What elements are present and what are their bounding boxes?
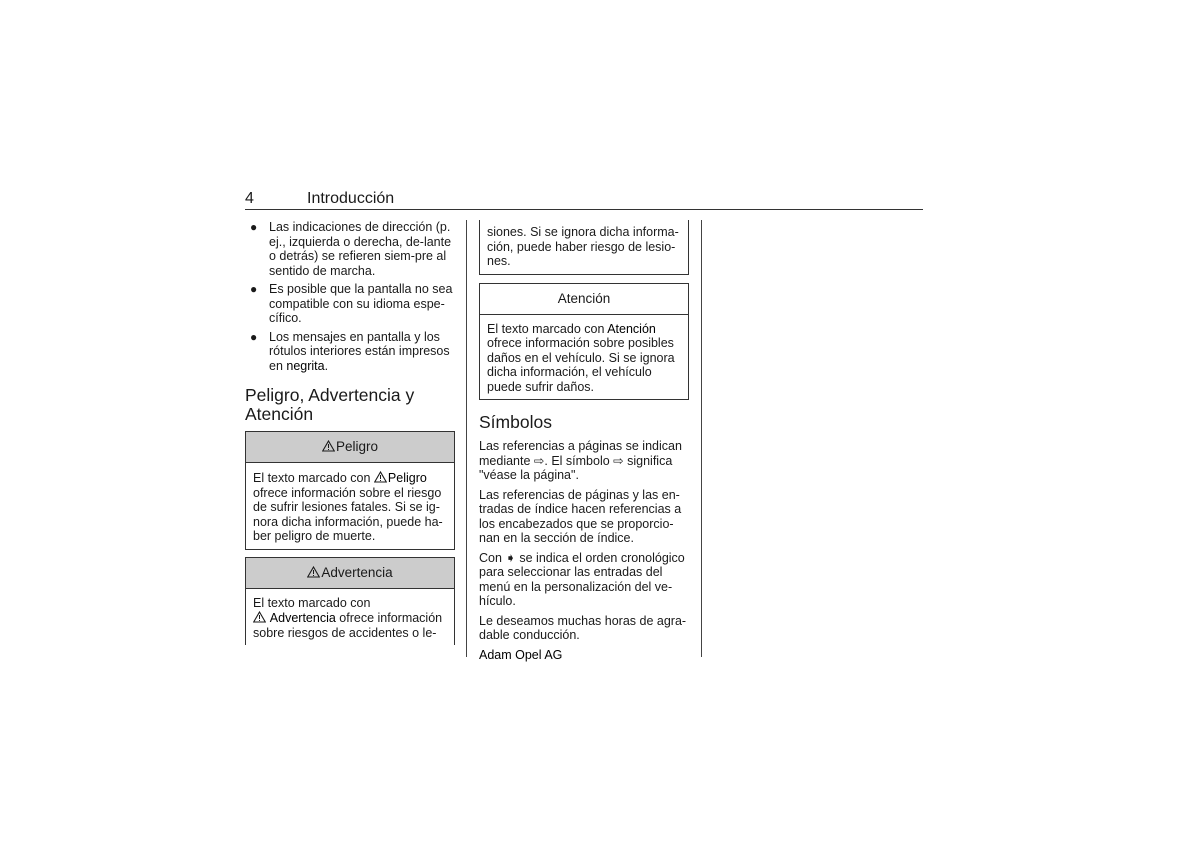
section-heading: Peligro, Advertencia y Atención — [245, 385, 415, 424]
bold-term: Peligro — [387, 471, 427, 485]
left-column — [245, 220, 456, 652]
paragraph: Las referencias de páginas y las en-tradas de índice hacen referencias a los encabezados que se proporcio-nan en la sección de índice. — [479, 487, 682, 545]
box-text: ofrece información sobre el riesgo de sufrir lesiones fatales. Si se ig-nora dicha información, puede ha-ber peligro de muerte. — [253, 485, 443, 543]
warning-triangle-icon — [253, 611, 266, 623]
warning-box-header — [246, 558, 454, 589]
warning-box — [245, 557, 455, 646]
right-column — [479, 220, 691, 667]
box-text: El texto marcado con — [487, 321, 608, 336]
box-text: ofrece información sobre riesgos de accidentes o le- — [253, 611, 443, 640]
header-rule — [245, 209, 923, 210]
caution-box-header: Atención — [480, 284, 688, 315]
bullet-icon: ● — [250, 220, 258, 234]
danger-box-title: Peligro — [335, 439, 379, 454]
page-reference-icon: ⇨ — [533, 453, 545, 468]
list-item — [245, 220, 456, 278]
danger-box-header — [246, 432, 454, 463]
section-heading: Símbolos — [479, 412, 552, 432]
danger-box-body — [246, 463, 454, 549]
paragraph-text: significa "véase la página". — [479, 453, 673, 482]
paragraph: Le deseamos muchas horas de agra-dable conducción. — [479, 613, 687, 642]
bullet-list — [245, 220, 456, 373]
page-number: 4 — [245, 190, 254, 207]
bold-term: Atención — [607, 321, 656, 336]
column-divider — [466, 220, 467, 657]
list-item-text: Es posible que la pantalla no sea compatible con su idioma espe-cífico. — [269, 282, 453, 325]
menu-sequence-icon: ➧ — [505, 550, 516, 565]
caution-box — [479, 283, 689, 401]
list-item — [245, 330, 456, 374]
warning-box-continued — [479, 220, 689, 275]
box-text: ofrece información sobre posibles daños en el vehículo. Si se ignora dicha información, el vehículo puede sufrir daños. — [487, 336, 675, 394]
paragraph — [479, 551, 691, 609]
list-item-text: Los mensajes en pantalla y los rótulos interiores están impresos en — [269, 329, 450, 373]
caution-box-body — [480, 315, 688, 400]
paragraph-text: se indica el orden cronológico para seleccionar las entradas del menú en la personalización del ve-hículo. — [479, 550, 685, 608]
list-item-text: Las indicaciones de dirección (p. ej., izquierda o derecha, de-lante o detrás) se refieren siem-pre al sentido de marcha. — [269, 220, 452, 278]
signature: Adam Opel AG — [479, 647, 563, 662]
warning-triangle-icon — [374, 471, 387, 483]
bullet-icon: ● — [250, 282, 258, 296]
bullet-icon: ● — [250, 329, 258, 344]
list-item — [245, 282, 456, 326]
paragraph-text: . El símbolo — [544, 453, 614, 468]
paragraph-text: Con — [479, 550, 506, 565]
page-reference-icon: ⇨ — [613, 453, 624, 468]
running-head: Introducción — [307, 190, 395, 207]
bold-term: Advertencia — [269, 611, 336, 625]
warning-box-continued-body: siones. Si se ignora dicha informa-ción, puede haber riesgo de lesio-nes. — [487, 225, 679, 268]
warning-box-body — [246, 589, 454, 646]
list-item-text: . — [324, 358, 329, 373]
warning-triangle-icon — [307, 566, 320, 578]
danger-box — [245, 431, 455, 550]
warning-triangle-icon — [322, 440, 335, 452]
box-text: El texto marcado con — [253, 471, 374, 485]
bold-term: negrita — [286, 358, 325, 373]
paragraph — [479, 439, 691, 483]
box-text: El texto marcado con — [253, 595, 371, 610]
paragraph-text: Las referencias a páginas se indican mediante — [479, 439, 682, 468]
warning-box-title: Advertencia — [321, 564, 393, 580]
column-divider — [701, 220, 702, 657]
